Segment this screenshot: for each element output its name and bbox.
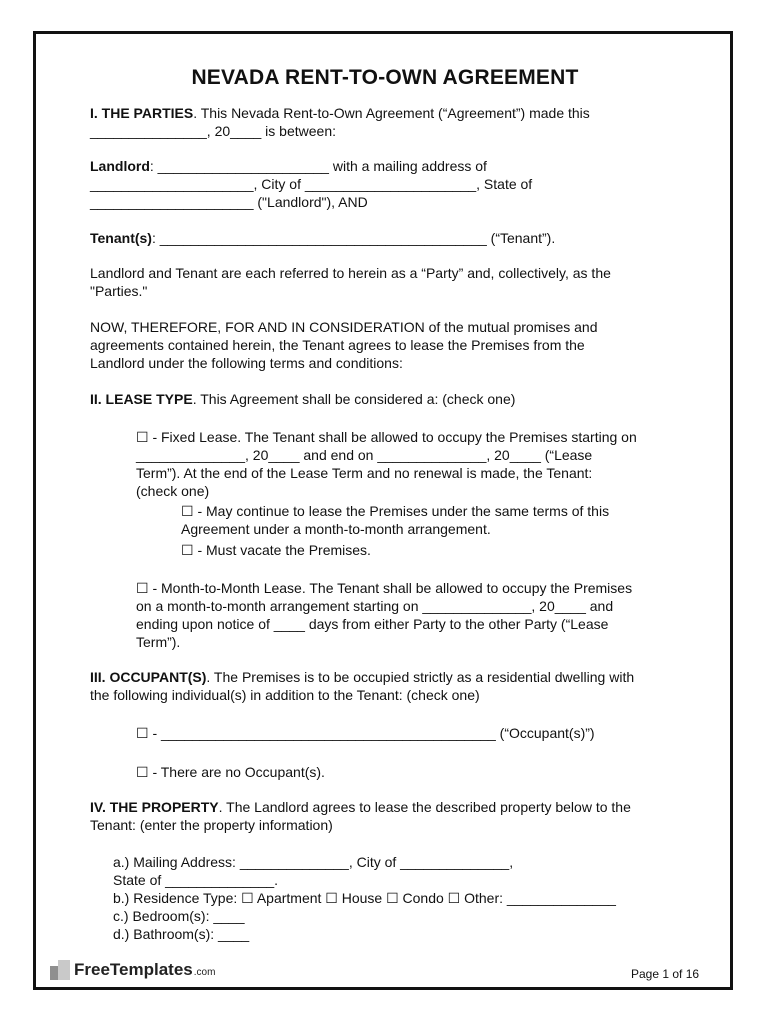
consideration-line-3: Landlord under the following terms and conditions: [90,355,403,371]
party-definition-line-1: Landlord and Tenant are each referred to herein as a “Party” and, collectively, as the [90,265,611,281]
logo-suffix: .com [193,967,216,978]
vacate-option[interactable]: ☐ - Must vacate the Premises. [181,542,371,558]
bedrooms-line: c.) Bedroom(s): ____ [113,908,245,924]
landlord-line-3: _____________________ ("Landlord"), AND [90,194,368,210]
consideration-line-2: agreements contained herein, the Tenant agrees to lease the Premises from the [90,337,585,353]
bathrooms-line: d.) Bathroom(s): ____ [113,926,250,942]
occupants-intro-line-1: III. OCCUPANT(S). The Premises is to be occupied strictly as a residential dwelling with [90,669,635,685]
month-to-month-line-2: on a month-to-month arrangement starting on ______________, 20____ and [136,598,614,614]
occupants-intro-line-2: the following individual(s) in addition to the Tenant: (check one) [90,687,480,703]
no-occupants-option[interactable]: ☐ - There are no Occupant(s). [136,764,325,780]
mailing-address-line-1: a.) Mailing Address: ______________, City of ______________, [113,854,514,870]
consideration-line-1: NOW, THEREFORE, FOR AND IN CONSIDERATION of the mutual promises and [90,319,598,335]
property-heading: IV. THE PROPERTY [90,799,219,815]
logo-text: FreeTemplates [74,960,193,979]
parties-line-1: I. THE PARTIES. This Nevada Rent-to-Own Agreement (“Agreement”) made this [90,105,590,121]
landlord-line-1: Landlord: ______________________ with a mailing address of [90,158,487,174]
document-title: NEVADA RENT-TO-OWN AGREEMENT [191,66,579,89]
fixed-lease-line-4: (check one) [136,483,210,499]
page-number: Page 1 of 16 [631,967,700,981]
lease-type-intro: II. LEASE TYPE. This Agreement shall be considered a: (check one) [90,391,516,407]
residence-type-line[interactable]: b.) Residence Type: ☐ Apartment ☐ House ☐ Condo ☐ Other: ______________ [113,890,616,906]
month-to-month-line-3: ending upon notice of ____ days from either Party to the other Party (“Lease [136,616,609,632]
property-intro-line-2: Tenant: (enter the property information) [90,817,333,833]
occupants-option[interactable]: ☐ - ___________________________________________ (“Occupant(s)”) [136,725,595,741]
continue-lease-option-line-1[interactable]: ☐ - May continue to lease the Premises under the same terms of this [181,503,610,519]
property-intro-line-1: IV. THE PROPERTY. The Landlord agrees to lease the described property below to the [90,799,631,815]
continue-lease-option-line-2: Agreement under a month-to-month arrangement. [181,521,491,537]
landlord-label: Landlord [90,158,150,174]
landlord-line-2: _____________________, City of ______________________, State of [90,176,533,192]
parties-heading: I. THE PARTIES [90,105,194,121]
party-definition-line-2: "Parties." [90,283,148,299]
tenant-label: Tenant(s) [90,230,152,246]
occupants-heading: III. OCCUPANT(S) [90,669,207,685]
fixed-lease-line-2: ______________, 20____ and end on ______________, 20____ (“Lease [136,447,593,463]
month-to-month-line-1[interactable]: ☐ - Month-to-Month Lease. The Tenant shall be allowed to occupy the Premises [136,580,633,596]
freetemplates-logo [50,959,215,981]
month-to-month-line-4: Term”). [136,634,181,650]
tenant-line: Tenant(s): __________________________________________ (“Tenant”). [90,230,556,246]
parties-line-2: _______________, 20____ is between: [90,123,336,139]
fixed-lease-line-1[interactable]: ☐ - Fixed Lease. The Tenant shall be allowed to occupy the Premises starting on [136,429,637,445]
mailing-address-line-2: State of ______________. [113,872,279,888]
fixed-lease-line-3: Term”). At the end of the Lease Term and no renewal is made, the Tenant: [136,465,593,481]
logo-icon [50,960,70,980]
lease-type-heading: II. LEASE TYPE [90,391,193,407]
